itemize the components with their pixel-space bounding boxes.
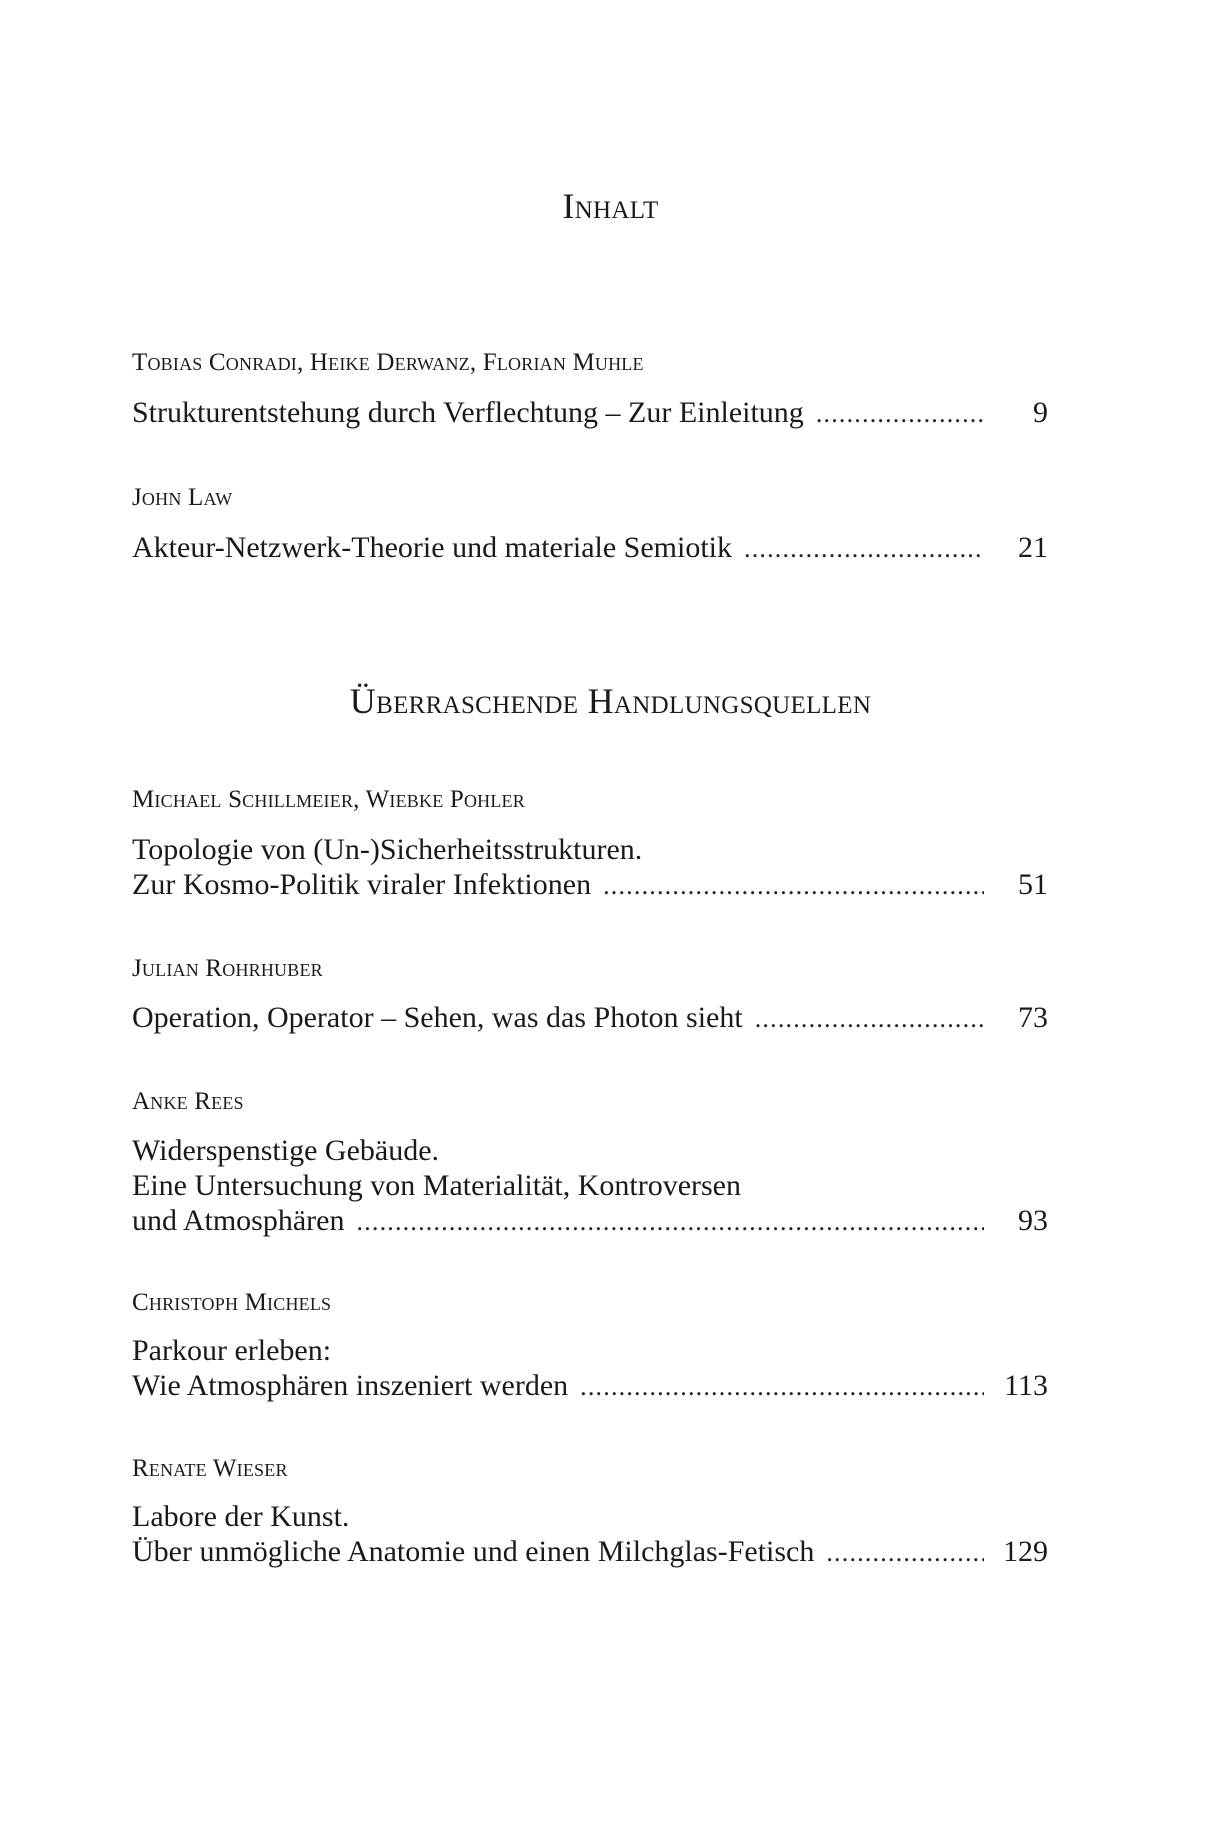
entry-author: Tobias Conradi, Heike Derwanz, Florian Muhle	[132, 349, 644, 376]
toc-heading: Inhalt	[562, 186, 659, 226]
entry-title-line: Labore der Kunst.	[132, 1500, 350, 1533]
entry-title-line	[132, 530, 1048, 566]
entry-title-text: Zur Kosmo-Politik viraler Infektionen	[132, 868, 592, 901]
entry-author: Michael Schillmeier, Wiebke Pohler	[132, 786, 525, 813]
leader-dots	[580, 1369, 984, 1404]
leader-dots	[755, 1001, 984, 1036]
entry-title-line: Widerspenstige Gebäude.	[132, 1134, 440, 1167]
section-heading: Überraschende Handlungsquellen	[349, 681, 872, 721]
entry-page-number: 93	[1018, 1204, 1048, 1237]
entry-title-line	[132, 1203, 1048, 1239]
entry-title-text: Über unmögliche Anatomie und einen Milchglas-Fetisch	[132, 1535, 815, 1568]
entry-page-number: 113	[1004, 1369, 1048, 1402]
entry-page-number: 21	[1018, 531, 1048, 564]
entry-title-text: Wie Atmosphären inszeniert werden	[132, 1369, 569, 1402]
leader-dots	[603, 868, 984, 903]
entry-title-line: Eine Untersuchung von Materialität, Kontroversen	[132, 1169, 741, 1202]
entry-title	[132, 1333, 1048, 1404]
entry-title-line: Parkour erleben:	[132, 1334, 332, 1367]
entry-author: Julian Rohrhuber	[132, 955, 323, 982]
entry-title	[132, 395, 1048, 431]
entry-title-text: Strukturentstehung durch Verflechtung – Zur Einleitung	[132, 396, 804, 429]
entry-title-text: Operation, Operator – Sehen, was das Photon sieht	[132, 1001, 743, 1034]
entry-title	[132, 1133, 1048, 1239]
leader-dots	[816, 396, 984, 431]
entry-title	[132, 1000, 1048, 1036]
entry-page-number: 51	[1018, 868, 1048, 901]
leader-dots	[826, 1535, 984, 1570]
entry-author: John Law	[132, 484, 233, 511]
entry-title-line	[132, 867, 1048, 903]
leader-dots	[744, 531, 984, 566]
entry-author: Anke Rees	[132, 1088, 244, 1115]
entry-page-number: 9	[1033, 396, 1048, 429]
entry-title	[132, 1499, 1048, 1570]
entry-title-text: und Atmosphären	[132, 1204, 345, 1237]
entry-title-line	[132, 1000, 1048, 1036]
entry-title-text: Akteur-Netzwerk-Theorie und materiale Semiotik	[132, 531, 732, 564]
entry-title-line	[132, 1534, 1048, 1570]
entry-title	[132, 832, 1048, 903]
entry-page-number: 129	[1003, 1535, 1048, 1568]
entry-page-number: 73	[1018, 1001, 1048, 1034]
entry-title	[132, 530, 1048, 566]
leader-dots	[356, 1204, 984, 1239]
entry-title-line	[132, 1368, 1048, 1404]
entry-author: Renate Wieser	[132, 1455, 288, 1482]
entry-author: Christoph Michels	[132, 1289, 332, 1316]
entry-title-line: Topologie von (Un-)Sicherheitsstrukturen.	[132, 833, 643, 866]
entry-title-line	[132, 395, 1048, 431]
